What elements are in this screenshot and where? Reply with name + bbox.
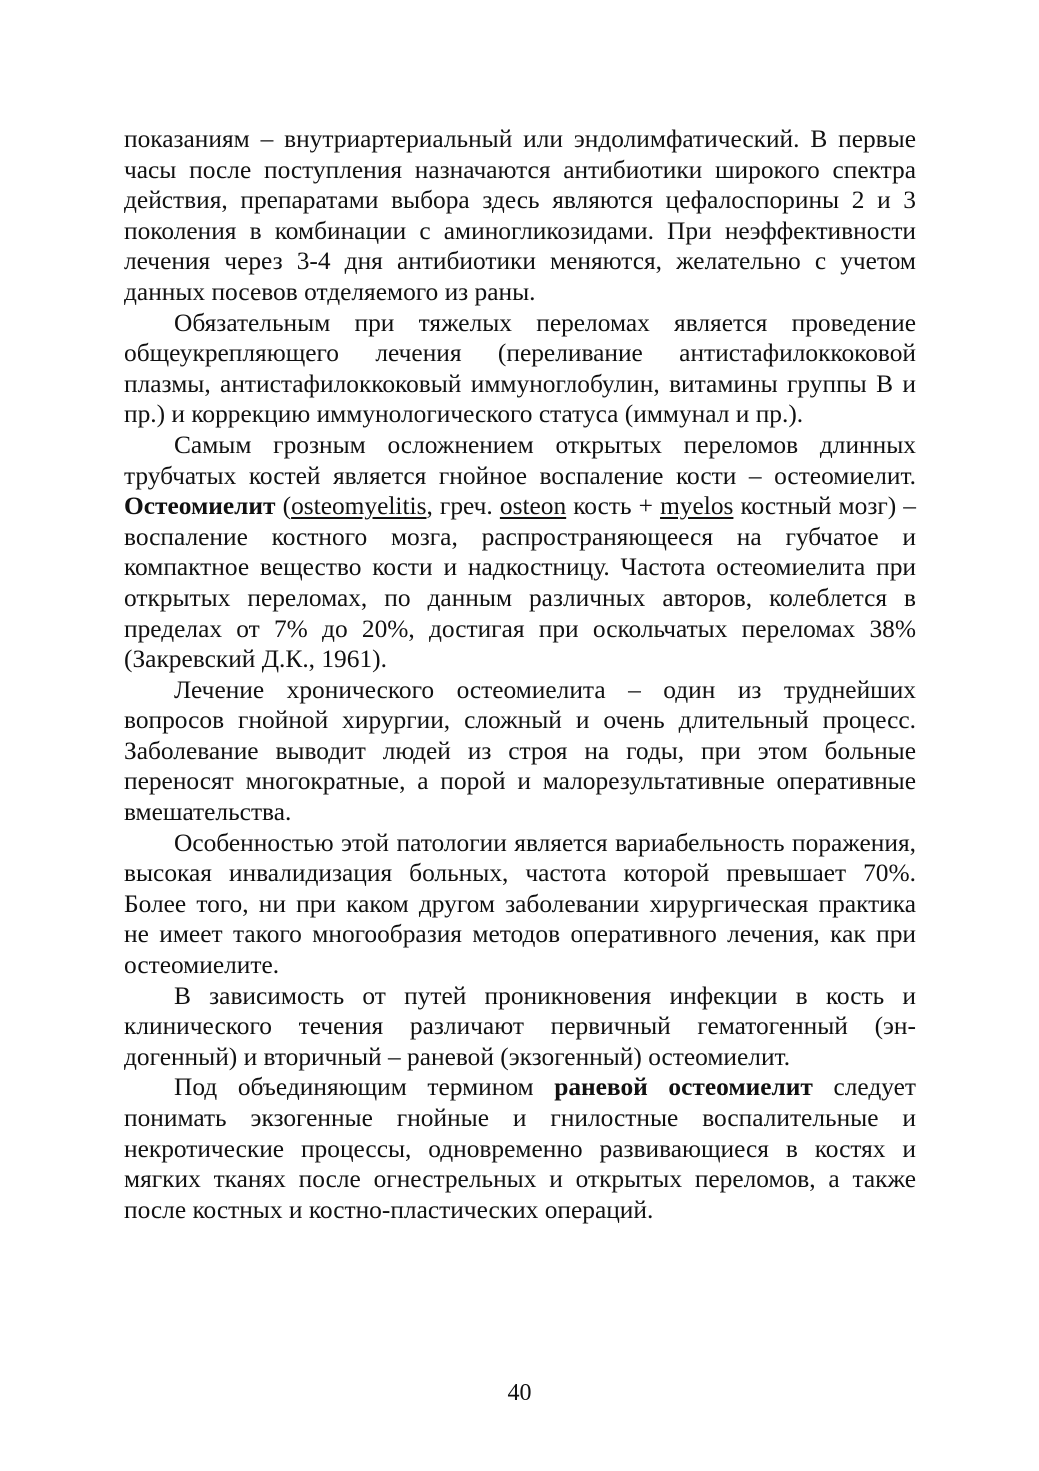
paragraph-7-definition: следует понимать экзогенные гнойные и гнилостные воспалительные и некротические процессы, одновременно развивающиеся в костях и мягких тканях после огнестрельных и открытых переломов, а также после костных и костно-пластических операций. [124, 1073, 916, 1224]
paragraph-3-intro: Самым грозным осложнением открытых переломов длинных трубчатых костей является гнойное воспаление кости – остеомиелит. [124, 430, 916, 490]
paragraph-3-plus: кость + [566, 492, 661, 521]
paragraph-1: показаниям – внутриартериальный или эндолимфатический. В первые часы после поступления назначаются антибиотики широкого спектра действия, препаратами выбора здесь являются цефалоспорины 2 и 3 поколения в комбинации с аминогликозидами. При неэффективности лечения через 3-4 дня антибиотики меняются, желательно с учетом данных посевов отделяемого из раны. [124, 125, 916, 306]
term-osteomyelitis: Остеомиелит [124, 492, 276, 521]
paragraph-5: Особенностью этой патологии является вариабельность поражения, высокая инвалидизация больных, частота которой превышает 70%. Более того, ни при каком другом заболевании хирургическая практика не имеет такого многообразия методов оперативного лечения, как при остеомиелите. [124, 828, 916, 980]
paragraph-6: В зависимость от путей проникновения инфекции в кость и клинического течения различают первичный гематогенный (эндогенный) и вторичный – раневой (экзогенный) остеомиелит. [124, 981, 916, 1071]
paragraph-4: Лечение хронического остеомиелита – один из труднейших вопросов гнойной хирургии, сложный и очень длительный процесс. Заболевание выводит людей из строя на годы, при этом больные переносят многократные, а порой и малорезультативные оперативные вмешательства. [124, 675, 916, 827]
paragraph-3-greek-label: , греч. [426, 492, 500, 521]
paragraph-7-intro: Под объединяющим термином [174, 1073, 555, 1102]
paragraph-7 [124, 1072, 916, 1225]
paragraph-3-paren: ( [275, 492, 292, 521]
page-body [124, 124, 916, 1225]
term-wound-osteomyelitis: раневой остеомиелит [554, 1073, 813, 1102]
paragraph-2: Обязательным при тяжелых переломах является проведение общеукрепляющего лечения (переливание антистафилоккоковой плазмы, антистафилоккоковый иммуноглобулин, витамины группы В и пр.) и коррекцию иммунологического статуса (иммунал и пр.). [124, 308, 916, 429]
page-number: 40 [507, 1380, 532, 1406]
greek-term-myelos: myelos [660, 492, 734, 521]
paragraph-3-definition: костный мозг) – воспаление костного мозга, распространяющееся на губчатое и компактное вещество кости и надкостницу. Частота остеомиелита при открытых переломах, по данным различных авторов, колеблется в пределах от 7% до 20%, достигая при оскольчатых переломах 38% (Закревский Д.К., 1961). [124, 492, 916, 674]
greek-term-osteon: osteon [499, 492, 567, 521]
latin-term: osteomyelitis [291, 492, 427, 521]
paragraph-3 [124, 430, 916, 675]
